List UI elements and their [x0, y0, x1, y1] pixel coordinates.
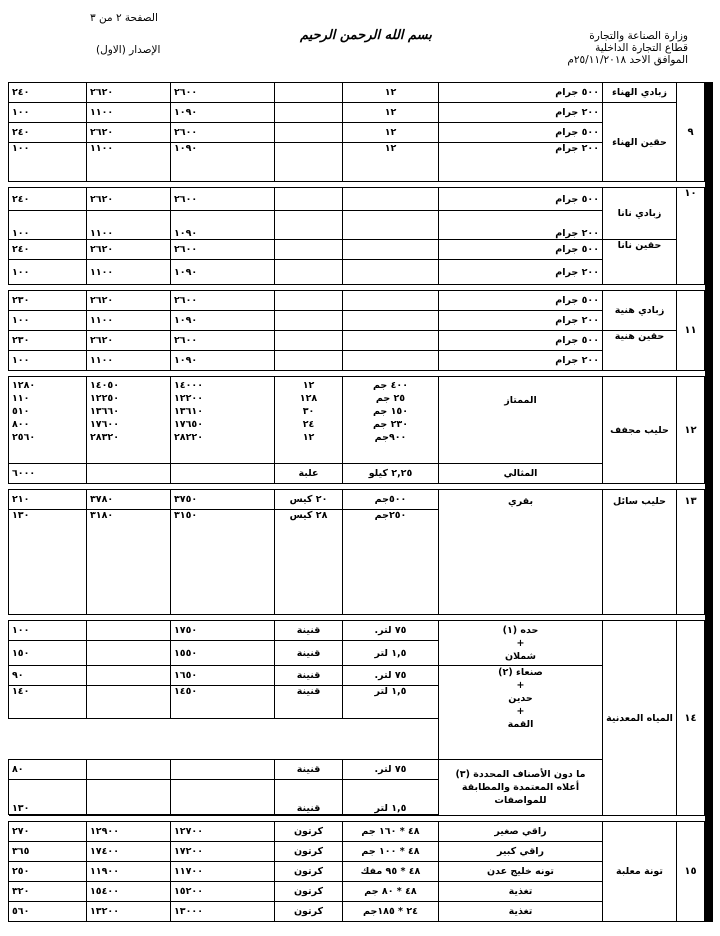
variant-cell: راقي صغير [439, 822, 603, 842]
variant-cell: تونه خليج عدن [439, 862, 603, 882]
empty-cell [9, 719, 439, 740]
price-cell: ١٠٠ [9, 621, 87, 641]
variant-cell: الممتاز [439, 377, 603, 464]
price-cell: ٩٠ [9, 666, 87, 686]
size-cell: .٧٥ لتر [343, 760, 439, 780]
price-cell: ١٢٧٠٠ [171, 822, 275, 842]
table-row [9, 490, 713, 510]
empty-cell [171, 760, 275, 780]
price-cell: ٢٤٠ [9, 123, 87, 143]
table-row [9, 377, 713, 464]
row-bar [705, 291, 713, 371]
price-cell: ١٢٩٠٠ [87, 822, 171, 842]
price-cell: ١٥٤٠٠ [87, 882, 171, 902]
price-cell: ١١٧٠٠ [171, 862, 275, 882]
size-cell: ٥٠٠ جرام [439, 83, 603, 103]
empty-cell [87, 686, 171, 719]
size-cell: ٥٠٠ جرام [439, 240, 603, 260]
table-row [9, 291, 713, 311]
price-cell: ١١٠٠ [87, 143, 171, 182]
price-cell: ٣١٥٠ [171, 510, 275, 615]
variant-cell: راقي كبير [439, 842, 603, 862]
item-cell: تونة معلبة [603, 822, 677, 922]
pack-cell: ١٢ [343, 103, 439, 123]
empty-cell [343, 240, 439, 260]
group-number: ١٢ [677, 377, 705, 484]
table-row [9, 621, 713, 641]
price-cell: ٣٦٥ [9, 842, 87, 862]
sector-name: قطاع التجارة الداخلية [595, 42, 688, 54]
price-cell: ١٤٠ [9, 686, 87, 719]
empty-cell [275, 143, 343, 182]
price-table [8, 82, 713, 922]
row-bar [705, 490, 713, 615]
empty-cell [171, 780, 275, 815]
size-cell: ١,٥ لتر [343, 686, 439, 719]
empty-cell [87, 760, 171, 780]
pack-cell: ١٢ [343, 83, 439, 103]
empty-cell [275, 351, 343, 371]
price-cell: ٢٦٢٠ [87, 188, 171, 211]
price-cell: ٢١٠ [9, 490, 87, 510]
price-cell: ١٧٥٠ [171, 621, 275, 641]
size-cell: ٢٠٠ جرام [439, 103, 603, 123]
empty-cell [343, 260, 439, 285]
variant-cell: (٢) صنعاء + حدين + القمة [439, 666, 603, 760]
pack-cell: كرتون [275, 842, 343, 862]
empty-cell [275, 331, 343, 351]
price-cell: ١٠٩٠ [171, 311, 275, 331]
size-cell: ٥٠٠ جرام [439, 188, 603, 211]
variant-cell: بقري [439, 490, 603, 615]
price-cell: ٢٧٠ [9, 822, 87, 842]
item-cell: حقين نانا [603, 240, 677, 285]
size-cell: ٢٠٠ جرام [439, 143, 603, 182]
price-cell: ١٠٩٠ [171, 211, 275, 240]
empty-cell [275, 291, 343, 311]
empty-cell [343, 331, 439, 351]
price-cell: ١٠٩٠ [171, 103, 275, 123]
item-cell: حقين هنية [603, 331, 677, 371]
price-cell: ١٧٤٠٠ [87, 842, 171, 862]
table-row [9, 822, 713, 842]
pack-cell: قنينة [275, 621, 343, 641]
pack-cell: قنينة [275, 780, 343, 815]
pack-cell: قنينة [275, 760, 343, 780]
price-cell: ٢٦٠٠ [171, 123, 275, 143]
price-cell: ٢٦٠٠ [171, 291, 275, 311]
item-cell: زبادي الهناء [603, 83, 677, 103]
price-cell: ١٠٠ [9, 311, 87, 331]
pack-cell: ١٢ [343, 143, 439, 182]
row-bar [705, 188, 713, 285]
price-cell: ٢٦٢٠ [87, 291, 171, 311]
price-cell: ٢٦٢٠ [87, 83, 171, 103]
price-cell: ١٣٠ [9, 780, 87, 815]
empty-cell [9, 739, 439, 760]
empty-cell [87, 780, 171, 815]
variant-cell: (١) حده + شملان [439, 621, 603, 666]
price-cell: ٣٢٠ [9, 882, 87, 902]
price-list-cell: ١٢٨٠ ١١٠ ٥١٠ ٨٠٠ ٢٥٦٠ [9, 377, 87, 464]
price-list-cell: ١٤٠٥٠ ١٢٢٥٠ ١٣٦٦٠ ١٧٦٠٠ ٢٨٣٢٠ [87, 377, 171, 464]
price-cell: ١١٠٠ [87, 311, 171, 331]
item-cell: زبادي هنية [603, 291, 677, 331]
empty-cell [275, 123, 343, 143]
empty-cell [87, 666, 171, 686]
pack-cell: ١٢ [343, 123, 439, 143]
size-list-cell: ٤٠٠ جم ٢٥ جم ١٥٠ جم ٢٣٠ جم ٩٠٠جم [343, 377, 439, 464]
price-cell: ٨٠ [9, 760, 87, 780]
page-number: الصفحة ٢ من ٣ [90, 12, 158, 24]
variant-cell: تغذية [439, 902, 603, 922]
price-cell: ١٠٠ [9, 103, 87, 123]
empty-cell [343, 211, 439, 240]
price-cell: ٢٦٠٠ [171, 240, 275, 260]
price-cell: ١١٠٠ [87, 103, 171, 123]
size-cell: ٥٠٠ جرام [439, 123, 603, 143]
group-number: ١٥ [677, 822, 705, 922]
empty-cell [87, 641, 171, 666]
empty-cell [275, 188, 343, 211]
price-cell: ١٠٠ [9, 260, 87, 285]
price-cell: ٣١٨٠ [87, 510, 171, 615]
empty-cell [87, 464, 171, 484]
pack-cell: كرتون [275, 882, 343, 902]
price-cell: ١٦٥٠ [171, 666, 275, 686]
table-row [9, 331, 713, 351]
price-cell: ٢٦٢٠ [87, 331, 171, 351]
table-row [9, 188, 713, 211]
item-cell: حليب مجفف [603, 377, 677, 484]
price-cell: ٢٦٢٠ [87, 123, 171, 143]
group-number: ١٠ [677, 188, 705, 285]
price-cell: ١١٠٠ [87, 211, 171, 240]
pack-cell: كرتون [275, 822, 343, 842]
pack-cell: ٢٠ كيس [275, 490, 343, 510]
price-cell: ٥٦٠ [9, 902, 87, 922]
size-cell: ٥٠٠ جرام [439, 291, 603, 311]
table-row [9, 240, 713, 260]
empty-cell [87, 621, 171, 641]
size-cell: ٤٨ * ٩٥ مفك [343, 862, 439, 882]
ministry-name: وزارة الصناعة والتجارة [589, 30, 688, 42]
empty-cell [275, 311, 343, 331]
price-cell: ١٥٠ [9, 641, 87, 666]
row-bar [705, 621, 713, 816]
price-cell: ٢٦٠٠ [171, 331, 275, 351]
price-cell: ١٠٩٠ [171, 260, 275, 285]
item-cell: زبادي نانا [603, 188, 677, 240]
group-number: ١١ [677, 291, 705, 371]
variant-cell: المثالي [439, 464, 603, 484]
size-cell: ٢٠٠ جرام [439, 311, 603, 331]
price-cell: ١٠٩٠ [171, 351, 275, 371]
pack-cell: قنينة [275, 686, 343, 719]
empty-cell [275, 260, 343, 285]
edition-label: الإصدار (الاول) [96, 44, 161, 56]
size-cell: ١,٥ لتر [343, 641, 439, 666]
item-cell: المياه المعدنية [603, 621, 677, 816]
price-cell: ٢٤٠ [9, 188, 87, 211]
size-cell: ٢٠٠ جرام [439, 260, 603, 285]
pack-cell: كرتون [275, 902, 343, 922]
price-cell: ٢٣٠ [9, 291, 87, 311]
price-cell: ١٥٢٠٠ [171, 882, 275, 902]
price-cell: ٢٤٠ [9, 240, 87, 260]
empty-cell [275, 103, 343, 123]
price-cell: ١٠٠ [9, 211, 87, 240]
size-cell: ٥٠٠جم [343, 490, 439, 510]
item-cell: حليب سائل [603, 490, 677, 615]
document-date: الموافق الاحد ٢٥/١١/٢٠١٨م [567, 54, 688, 66]
table-row [9, 83, 713, 103]
row-bar [705, 822, 713, 922]
size-cell: ٢٠٠ جرام [439, 351, 603, 371]
price-cell: ٢٥٠ [9, 862, 87, 882]
price-cell: ١١٠٠ [87, 260, 171, 285]
group-number: ١٤ [677, 621, 705, 816]
table-row [9, 103, 713, 123]
size-cell: ٤٨ * ١٠٠ جم [343, 842, 439, 862]
price-cell: ١٥٥٠ [171, 641, 275, 666]
price-cell: ٢٦٠٠ [171, 83, 275, 103]
item-cell: حقين الهناء [603, 103, 677, 182]
empty-cell [343, 291, 439, 311]
pack-cell: علبة [275, 464, 343, 484]
empty-cell [275, 83, 343, 103]
price-cell: ٢٤٠ [9, 83, 87, 103]
price-cell: ١٤٥٠ [171, 686, 275, 719]
price-cell: ١٧٢٠٠ [171, 842, 275, 862]
price-cell: ١٠٩٠ [171, 143, 275, 182]
price-cell: ١١٩٠٠ [87, 862, 171, 882]
empty-cell [171, 464, 275, 484]
empty-cell [343, 188, 439, 211]
empty-cell [275, 211, 343, 240]
size-cell: .٧٥ لتر [343, 621, 439, 641]
variant-cell: (٣) ما دون الأصناف المحددة أعلاه المعتمدة والمطابقة للمواصفات [439, 760, 603, 816]
pack-cell: ٢٨ كيس [275, 510, 343, 615]
size-cell: ٢٠٠ جرام [439, 211, 603, 240]
size-cell: ٢٥٠جم [343, 510, 439, 615]
price-cell: ٢٣٠ [9, 331, 87, 351]
price-cell: ٣٧٨٠ [87, 490, 171, 510]
size-cell: ٢,٢٥ كيلو [343, 464, 439, 484]
empty-cell [343, 351, 439, 371]
pack-list-cell: ١٢ ١٢٨ ٣٠ ٢٤ ١٢ [275, 377, 343, 464]
size-cell: ٤٨ * ١٦٠ جم [343, 822, 439, 842]
size-cell: .٧٥ لتر [343, 666, 439, 686]
group-number: ١٣ [677, 490, 705, 615]
empty-cell [275, 240, 343, 260]
price-cell: ٣٧٥٠ [171, 490, 275, 510]
price-cell: ١٠٠ [9, 143, 87, 182]
pack-cell: قنينة [275, 666, 343, 686]
size-cell: ٢٤ * ١٨٥جم [343, 902, 439, 922]
row-bar [705, 83, 713, 182]
size-cell: ١,٥ لتر [343, 780, 439, 815]
price-cell: ١٣٢٠٠ [87, 902, 171, 922]
empty-cell [343, 311, 439, 331]
price-cell: ١٠٠ [9, 351, 87, 371]
basmala: بسم الله الرحمن الرحيم [300, 28, 432, 43]
size-cell: ٤٨ * ٨٠ جم [343, 882, 439, 902]
price-cell: ١١٠٠ [87, 351, 171, 371]
size-cell: ٥٠٠ جرام [439, 331, 603, 351]
variant-cell: تغذية [439, 882, 603, 902]
price-list-cell: ١٤٠٠٠ ١٢٢٠٠ ١٣٦١٠ ١٧٦٥٠ ٢٨٢٢٠ [171, 377, 275, 464]
price-cell: ١٣٠٠٠ [171, 902, 275, 922]
price-cell: ٦٠٠٠ [9, 464, 87, 484]
ministry-header [567, 30, 688, 66]
price-cell: ١٣٠ [9, 510, 87, 615]
price-cell: ٢٦٢٠ [87, 240, 171, 260]
price-cell: ٢٦٠٠ [171, 188, 275, 211]
row-bar [705, 377, 713, 484]
pack-cell: كرتون [275, 862, 343, 882]
group-number: ٩ [677, 83, 705, 182]
pack-cell: قنينة [275, 641, 343, 666]
